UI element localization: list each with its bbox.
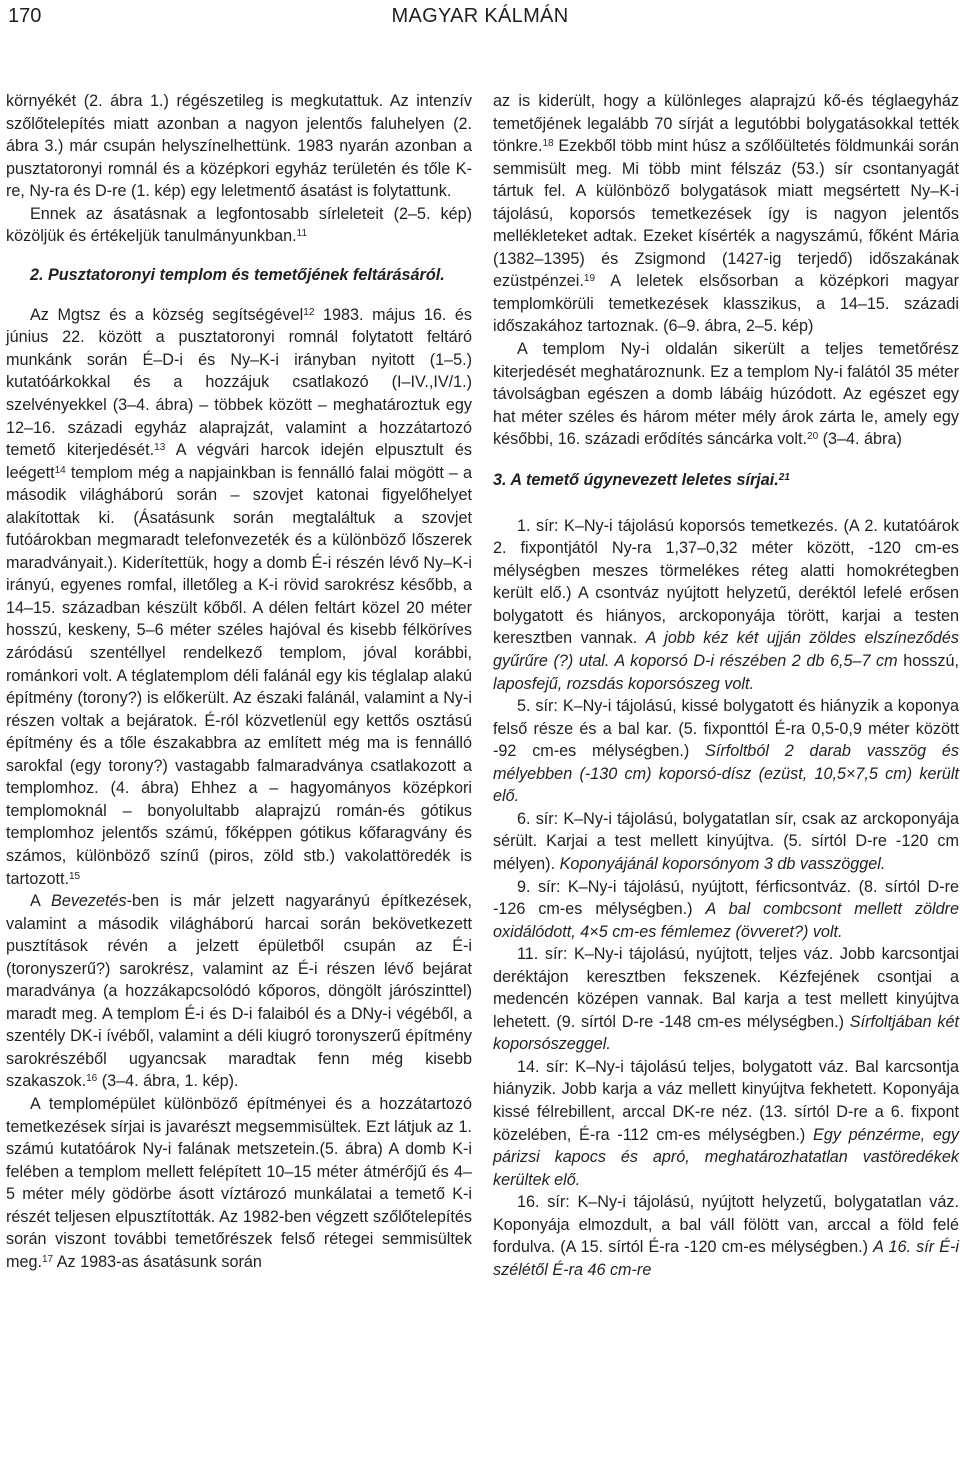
- running-title: MAGYAR KÁLMÁN: [391, 5, 569, 27]
- paragraph: környékét (2. ábra 1.) régészetileg is megkutattuk. Az intenzív szőlőtelepítés miatt azonban a nagyon jelentős faluhelyen (2. ábra 3.) már csupán helyszínelhettünk. 1983 nyarán azonban a pusztatoronyi romnál és a középkori egyház területén és tőle K-re, Ny-ra és D-re (1. kép) egy leletmentő ásatást is folytattunk.: [6, 92, 472, 201]
- grave-entry: [493, 515, 959, 695]
- paragraph-text: 9. sír: K–Ny-i tájolású, nyújtott, férficsontváz. (8. sírtól D-re -126 cm-es mélységben.): [493, 877, 959, 919]
- section-heading: [493, 469, 959, 491]
- paragraph-text: 1. sír: K–Ny-i tájolású koporsós temetkezés. (A 2. kutatóárok 2. fixpontjától Ny-ra 1,37–0,32 méter között, -120 cm-es mélységben meszes törmelékes réteg alatti homokrétegben került elő.) A csontváz nyújtott helyzetű, deréktól lefelé erősen bolygatott és hiányos, arckoponyája törött, karjai a testen keresztben vannak.: [493, 516, 959, 648]
- left-column: [6, 90, 472, 1273]
- paragraph-text: 11. sír: K–Ny-i tájolású, nyújtott, teljes váz. Jobb karcsontjai deréktájon keresztben fekszenek. Kézfejének csontjai a medencén középen vannak. Bal karja a test mellett kinyújtva lehetett. (9. sírtól D-re -148 cm-es mélységben.): [493, 945, 959, 1031]
- footnote-ref: 11: [296, 228, 308, 240]
- paragraph-text: hosszú,: [897, 652, 959, 671]
- emphasis-text: Sírfoltjában két koporsószeggel.: [493, 1012, 959, 1054]
- section-heading: 2. Pusztatoronyi templom és temetőjének feltárásáról.: [30, 265, 445, 284]
- paragraph-text: 6. sír: K–Ny-i tájolású, bolygatatlan sír, csak az arckoponyája sérült. Karjai a test mellett kinyújtva. (5. sírtól D-re -120 cm mélyen).: [493, 809, 959, 873]
- paragraph: [6, 890, 472, 1093]
- footnote-ref: 16: [86, 1073, 98, 1085]
- paragraph-text: templom még a napjainkban is fennálló falai mögött – a második világháború során – szovjet katonai figyelőhelyet alakítottak ki. (Ásatásunk során megtaláltuk a szovjet futóárokban megmaradt telefonvezeték és a különböző lőszerek maradványait.). Kiderítettük, hogy a domb É-i részén lévő Ny–K-i irányú, egyenes romfal, illetőleg a K-i rövid sarokrész később, a 14–15. században készült kőből. A délen feltárt közel 20 méter hosszú, keskeny, 5–6 méter széles hajóval és kisebb félköríves záródású szentéllyel rendelkező templom, jóval korábbi, románkori volt. A téglatemplom déli falánál egy kis téglalap alakú építmény (torony?) is előkerült. Az északi falánál, valamint a Ny-i részen voltak a bejáratok. É-ról közvetlenül egy kettős osztású építmény és a tőle északabbra az említett még ma is fennálló sarokfal (egy torony?) vastagabb falmaradványa csatlakozott a templomhoz. (4. ábra) Ehhez a – hagyományos középkori templomoknál – bonyolultabb alaprajzú román-és gótikus templomhoz jelentős számú, főképpen gótikus kőfaragvány és számos, különböző színű (piros, zöld stb.) vakolattöredék is tartozott.: [6, 463, 472, 888]
- paragraph-text: A leletek elsősorban a középkori magyar templomkörüli temetkezések klasszikus, a 14–15. századi időszakához tartoznak. (6–9. ábra, 2–5. kép): [493, 272, 959, 336]
- paragraph-text: A: [30, 892, 52, 911]
- paragraph: [6, 304, 472, 890]
- paragraph: [6, 203, 472, 248]
- paragraph-text: A templomépület különböző építményei és a hozzátartozó temetkezések sírjai is javarészt megsemmisültek. Ezt látjuk az 1. számú kutatóárok Ny-i falának metszetein.(5. ábra) A domb K-i felében a templom mellett felépített 10–15 méter átmérőjű és 4–5 méter mély gödörbe ásott víztározó munkálatai a temető K-i részét teljesen elpusztították. Az 1982-ben végzett szőlőtelepítés során viszont további temetőrészek felső rétegei semmisültek meg.: [6, 1094, 472, 1271]
- page-header: [0, 0, 960, 40]
- grave-entry: [493, 1056, 959, 1191]
- footnote-ref: 12: [303, 306, 315, 318]
- emphasis-text: laposfejű, rozsdás koporsószeg volt.: [493, 674, 754, 693]
- paragraph-text: 14. sír: K–Ny-i tájolású teljes, bolygatott váz. Bal karcsontja hiányzik. Jobb karja a váz mellett kinyújtva fekhetett. Koponyája kissé félrebillent, arccal DK-re néz. (13. sírtól D-re a 6. fixpont közelében, É-ra -112 cm-es mélységben.): [493, 1057, 959, 1144]
- paragraph: [493, 338, 959, 451]
- emphasis-text: Sírfoltból 2 darab vasszög és mélyebben (-130 cm) koporsó-dísz (ezüst, 10,5×7,5 cm) került elő.: [493, 742, 959, 806]
- footnote-ref: 20: [807, 431, 819, 443]
- paragraph-text: 16. sír: K–Ny-i tájolású, nyújtott helyzetű, bolygatatlan váz. Koponyája elmozdult, a bal váll fölött van, arccal a föld felé fordulva. (A 15. sírtól É-ra -120 cm-es mélységben.): [493, 1193, 959, 1257]
- grave-entry: [493, 876, 959, 944]
- section-heading-text: 3. A temető úgynevezett leletes sírjai.: [493, 470, 779, 489]
- paragraph-text: A végvári harcok idején elpusztult és leégett: [6, 441, 473, 482]
- emphasis-text: A 16. sír É-i szélétől É-ra 46 cm-re: [493, 1238, 959, 1279]
- footnote-ref: 13: [154, 442, 166, 454]
- footnote-ref: 15: [68, 870, 81, 882]
- paragraph-text: (3–4. ábra): [818, 430, 902, 449]
- footnote-ref: 19: [583, 273, 596, 285]
- footnote-ref: 18: [542, 138, 554, 150]
- emphasis-text: A jobb kéz két ujján zöldes elszíneződés gyűrűre (?) utal. A koporsó D-i részében 2 db 6,5–7 cm: [493, 629, 960, 671]
- paragraph: [6, 1093, 472, 1273]
- emphasis-text: A bal combcsont mellett zöldre oxidálódott, 4×5 cm-es fémlemez (övveret?) volt.: [493, 900, 959, 941]
- grave-entry: [493, 943, 959, 1056]
- grave-entry: [493, 808, 959, 876]
- paragraph-text: (3–4. ábra, 1. kép).: [97, 1072, 239, 1091]
- footnote-ref: 21: [778, 471, 790, 483]
- paragraph-text: 5. sír: K–Ny-i tájolású, kissé bolygatott és hiányzik a koponya felső része és a bal kar. (5. fixponttól É-ra 0,5-0,9 méter között -92 cm-es mélységben.): [493, 697, 959, 761]
- paragraph: [493, 90, 959, 338]
- paragraph-text: -ben is már jelzett nagyarányú építkezések, valamint a második világháború harcai során bekövetkezett pusztítások révén a jelzett épületből csupán az É-i (toronyszerű?) sarokrész, valamint az É-i részen lévő bejárat maradványa (a hozzákapcsolódó kőporos, döngölt járószinttel) maradt meg. A templom É-i és D-i falaiból és a DNy-i végéből, a szentély DK-i ívéből, valamint a déli kiugró toronyszerű építmény sarokrészéből ugyancsak maradtak fenn még kisebb szakaszok.: [6, 892, 472, 1091]
- paragraph-text: az is kiderült, hogy a különleges alaprajzú kő-és téglaegyház temetőjének legalább 70 sírját a legutóbbi bolygatásokkal tették tönkre.: [493, 92, 959, 156]
- paragraph-text: Az 1983-as ásatásunk során: [53, 1252, 262, 1271]
- paragraph-text: Az Mgtsz és a község segítségével: [30, 305, 304, 324]
- emphasis-text: Bevezetés: [51, 892, 127, 911]
- footnote-ref: 14: [54, 464, 66, 476]
- paragraph-text: A templom Ny-i oldalán sikerült a teljes temetőrész kiterjedését meghatároznunk. Ez a templom Ny-i falától 35 méter távolságban egészen a domb lábáig húzódott. Az egészet egy hat méter széles és három méter mély árok zárta le, amely egy későbbi, 16. századi erődítés sáncárka volt.: [493, 340, 959, 449]
- emphasis-text: Egy pénzérme, egy párizsi kapocs és apró, meghatározhatatlan vastöredékek kerültek elő.: [493, 1125, 959, 1189]
- grave-entry: [493, 1191, 959, 1281]
- paragraph-text: Ezekből több mint húsz a szőlőültetés földmunkái során semmisült meg. Mi több mint félszáz (53.) sír csontanyagát tártuk fel. A különböző bolygatások miatt megsértett Ny–K-i tájolású, koporsós temetkezések így is nagyon jelentős mellékleteket adtak. Ezeket kísérték a nagyszámú, főként Mária (1382–1395) és Zsigmond (1427-ig terjedő) időszakának ezüstpénzei.: [493, 137, 959, 291]
- grave-entry: [493, 695, 959, 808]
- emphasis-text: Koponyájánál koporsónyom 3 db vasszöggel.: [559, 854, 886, 873]
- paragraph-text: 1983. május 16. és június 22. között a pusztatoronyi romnál folytatott feltáró munkánk során É–D-i és Ny–K-i irányban nyitott (1–5.) kutatóárkokkal és a hozzájuk csatlakozó (I–IV.,IV/1.) szelvényekkel (3–4. ábra) – többek között – meghatároztuk egy 12–16. századi egyház alaprajzát, valamint a hozzátartozó temető kiterjedését.: [6, 305, 473, 460]
- right-column: [493, 90, 959, 1281]
- paragraph-text: Ennek az ásatásnak a legfontosabb sírleleteit (2–5. kép) közöljük és értékeljük tanulmányunkban.: [6, 204, 472, 246]
- page-number: 170: [8, 5, 42, 27]
- footnote-ref: 17: [42, 1253, 54, 1265]
